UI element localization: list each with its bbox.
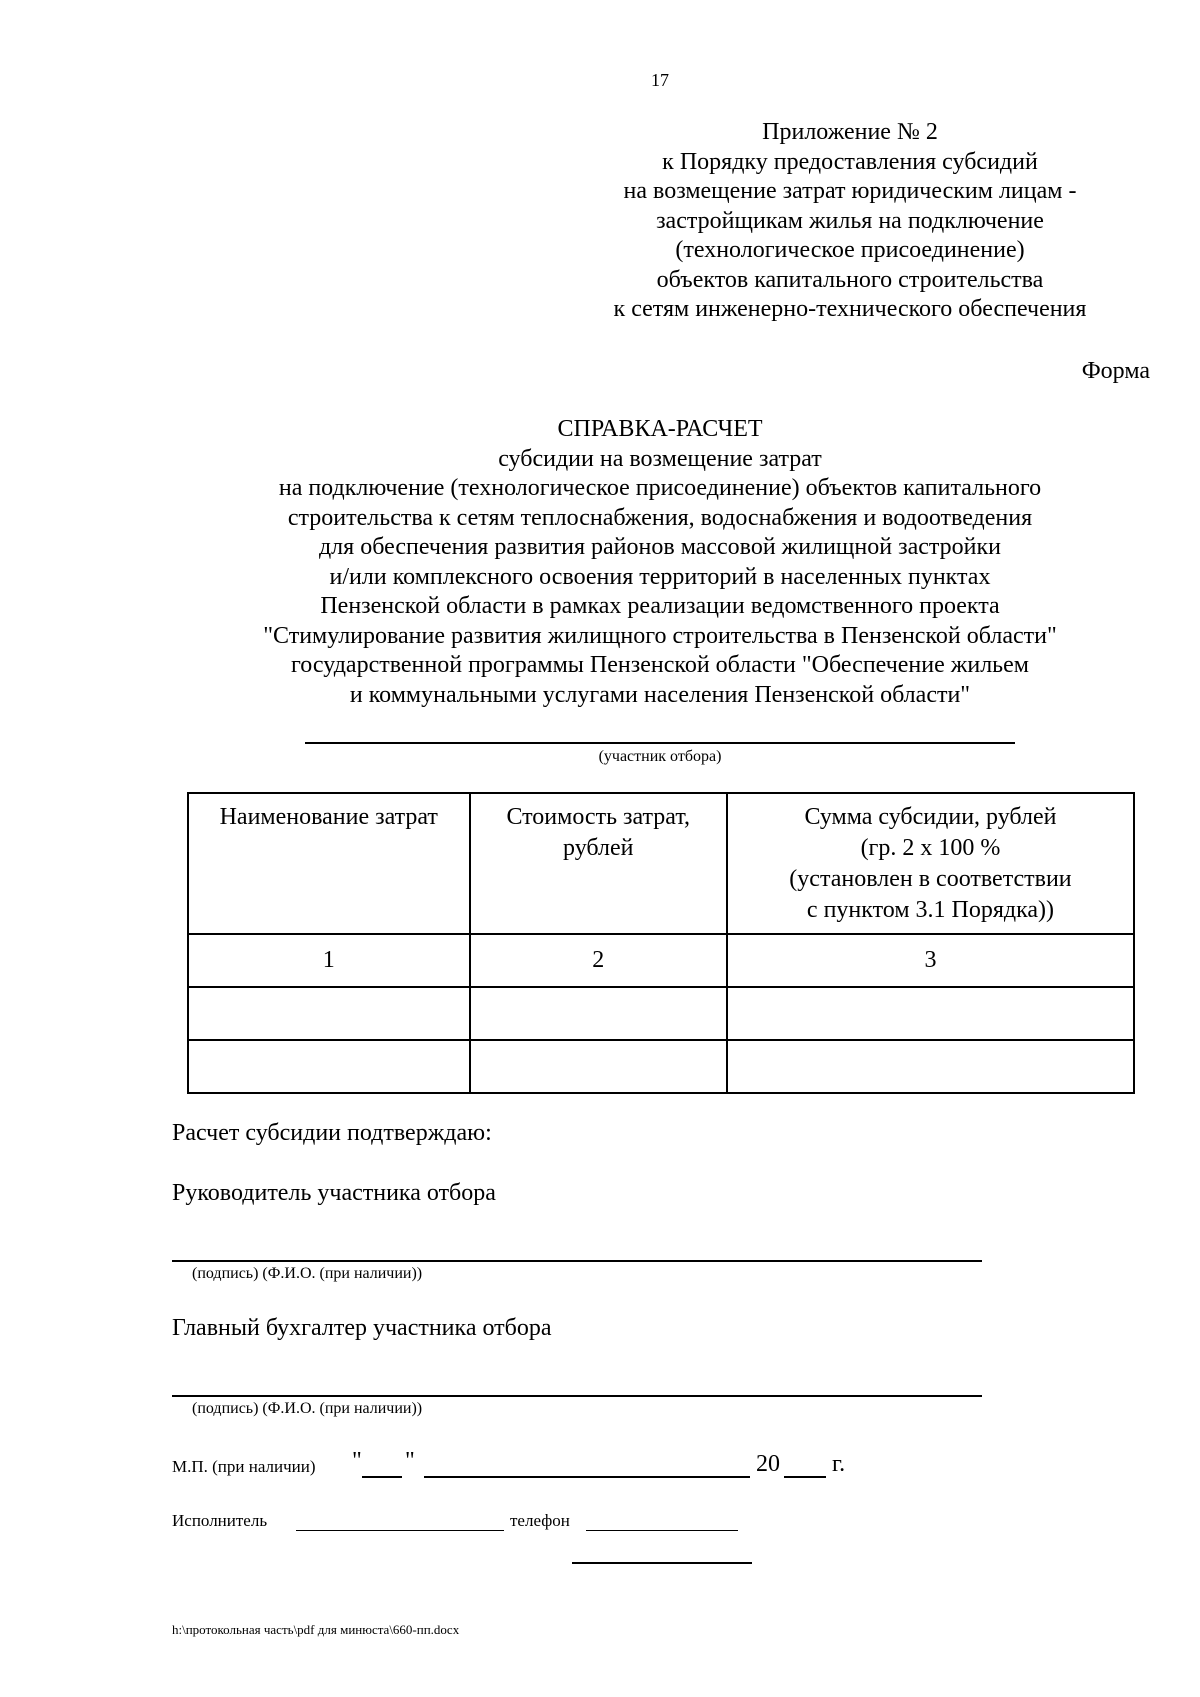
stamp-quote-close: " bbox=[405, 1448, 415, 1474]
title-line: государственной программы Пензенской области "Обеспечение жильем bbox=[291, 652, 1029, 678]
head-signature-line bbox=[172, 1260, 982, 1262]
confirm-text: Расчет субсидии подтверждаю: bbox=[172, 1120, 492, 1146]
phone-label: телефон bbox=[510, 1511, 570, 1530]
footer-file-path: h:\протокольная часть\pdf для минюста\660-пп.docx bbox=[172, 1622, 460, 1637]
appendix-line: (технологическое присоединение) bbox=[675, 237, 1025, 263]
accountant-signature-line bbox=[172, 1395, 982, 1397]
appendix-line: объектов капитального строительства bbox=[656, 266, 1044, 293]
phone-line[interactable] bbox=[586, 1530, 738, 1531]
header-subsidy-line: с пунктом 3.1 Порядка)) bbox=[806, 897, 1055, 923]
column-number: 3 bbox=[727, 934, 1134, 987]
table-cell[interactable] bbox=[470, 987, 727, 1040]
column-number-row bbox=[188, 934, 1134, 987]
title-line: на подключение (технологическое присоединение) объектов капитального bbox=[278, 475, 1042, 501]
appendix-line: к Порядку предоставления субсидий bbox=[662, 148, 1038, 175]
stamp-label: М.П. (при наличии) bbox=[172, 1457, 316, 1476]
header-cost-name bbox=[188, 793, 470, 934]
title-line: строительства к сетям теплоснабжения, водоснабжения и водоотведения bbox=[287, 504, 1033, 531]
head-signature-caption: (подпись) (Ф.И.О. (при наличии)) bbox=[192, 1265, 423, 1282]
executor-label: Исполнитель bbox=[172, 1511, 268, 1530]
appendix-line: на возмещение затрат юридическим лицам - bbox=[623, 178, 1077, 204]
table-row bbox=[188, 1040, 1134, 1093]
cost-table bbox=[187, 792, 1135, 1094]
head-label: Руководитель участника отбора bbox=[172, 1180, 496, 1206]
header-cost-amount-line: Стоимость затрат, bbox=[506, 804, 691, 830]
header-subsidy-line: Сумма субсидии, рублей bbox=[804, 804, 1057, 830]
header-subsidy-amount bbox=[727, 793, 1134, 934]
column-number: 2 bbox=[470, 934, 727, 987]
stamp-year-prefix: 20 bbox=[756, 1451, 780, 1477]
table-row bbox=[188, 987, 1134, 1040]
header-subsidy-line: (установлен в соответствии bbox=[789, 866, 1072, 892]
appendix-heading bbox=[560, 118, 1140, 325]
stamp-year-line[interactable] bbox=[784, 1476, 826, 1478]
participant-caption: (участник отбора) bbox=[598, 748, 722, 765]
title-line: для обеспечения развития районов массовой жилищной застройки bbox=[318, 534, 1002, 560]
stamp-month-line[interactable] bbox=[424, 1476, 750, 1478]
table-cell[interactable] bbox=[188, 987, 470, 1040]
title-line: и/или комплексного освоения территорий в населенных пунктах bbox=[329, 563, 991, 590]
title-line: и коммунальными услугами населения Пензенской области" bbox=[349, 681, 971, 708]
participant-name-line bbox=[305, 742, 1015, 744]
table-cell[interactable] bbox=[727, 987, 1134, 1040]
accountant-signature-caption: (подпись) (Ф.И.О. (при наличии)) bbox=[192, 1400, 423, 1417]
page-number: 17 bbox=[651, 70, 669, 90]
stamp-year-suffix: г. bbox=[832, 1451, 846, 1477]
title-line: "Стимулирование развития жилищного строительства в Пензенской области" bbox=[263, 622, 1057, 649]
stamp-quote-open: " bbox=[352, 1448, 362, 1474]
title-line: Пензенской области в рамках реализации ведомственного проекта bbox=[320, 593, 1000, 619]
stamp-day-line[interactable] bbox=[362, 1476, 402, 1478]
title-line: СПРАВКА-РАСЧЕТ bbox=[557, 416, 763, 442]
executor-name-line[interactable] bbox=[296, 1530, 504, 1531]
appendix-line: к сетям инженерно-технического обеспечения bbox=[613, 296, 1087, 322]
header-subsidy-line: (гр. 2 x 100 % bbox=[860, 835, 1001, 861]
table-cell[interactable] bbox=[470, 1040, 727, 1093]
table-cell[interactable] bbox=[727, 1040, 1134, 1093]
closing-separator-line bbox=[572, 1562, 752, 1564]
column-number: 1 bbox=[188, 934, 470, 987]
header-cost-name-line: Наименование затрат bbox=[219, 804, 438, 830]
form-label: Форма bbox=[1081, 358, 1150, 384]
chief-accountant-label: Главный бухгалтер участника отбора bbox=[172, 1315, 552, 1341]
title-line: субсидии на возмещение затрат bbox=[498, 445, 822, 472]
appendix-line: Приложение № 2 bbox=[762, 119, 938, 145]
document-title bbox=[0, 415, 1200, 710]
appendix-line: застройщикам жилья на подключение bbox=[656, 207, 1044, 234]
header-cost-amount-line: рублей bbox=[563, 835, 634, 861]
table-cell[interactable] bbox=[188, 1040, 470, 1093]
header-cost-amount bbox=[470, 793, 727, 934]
table-header-row bbox=[188, 793, 1134, 934]
